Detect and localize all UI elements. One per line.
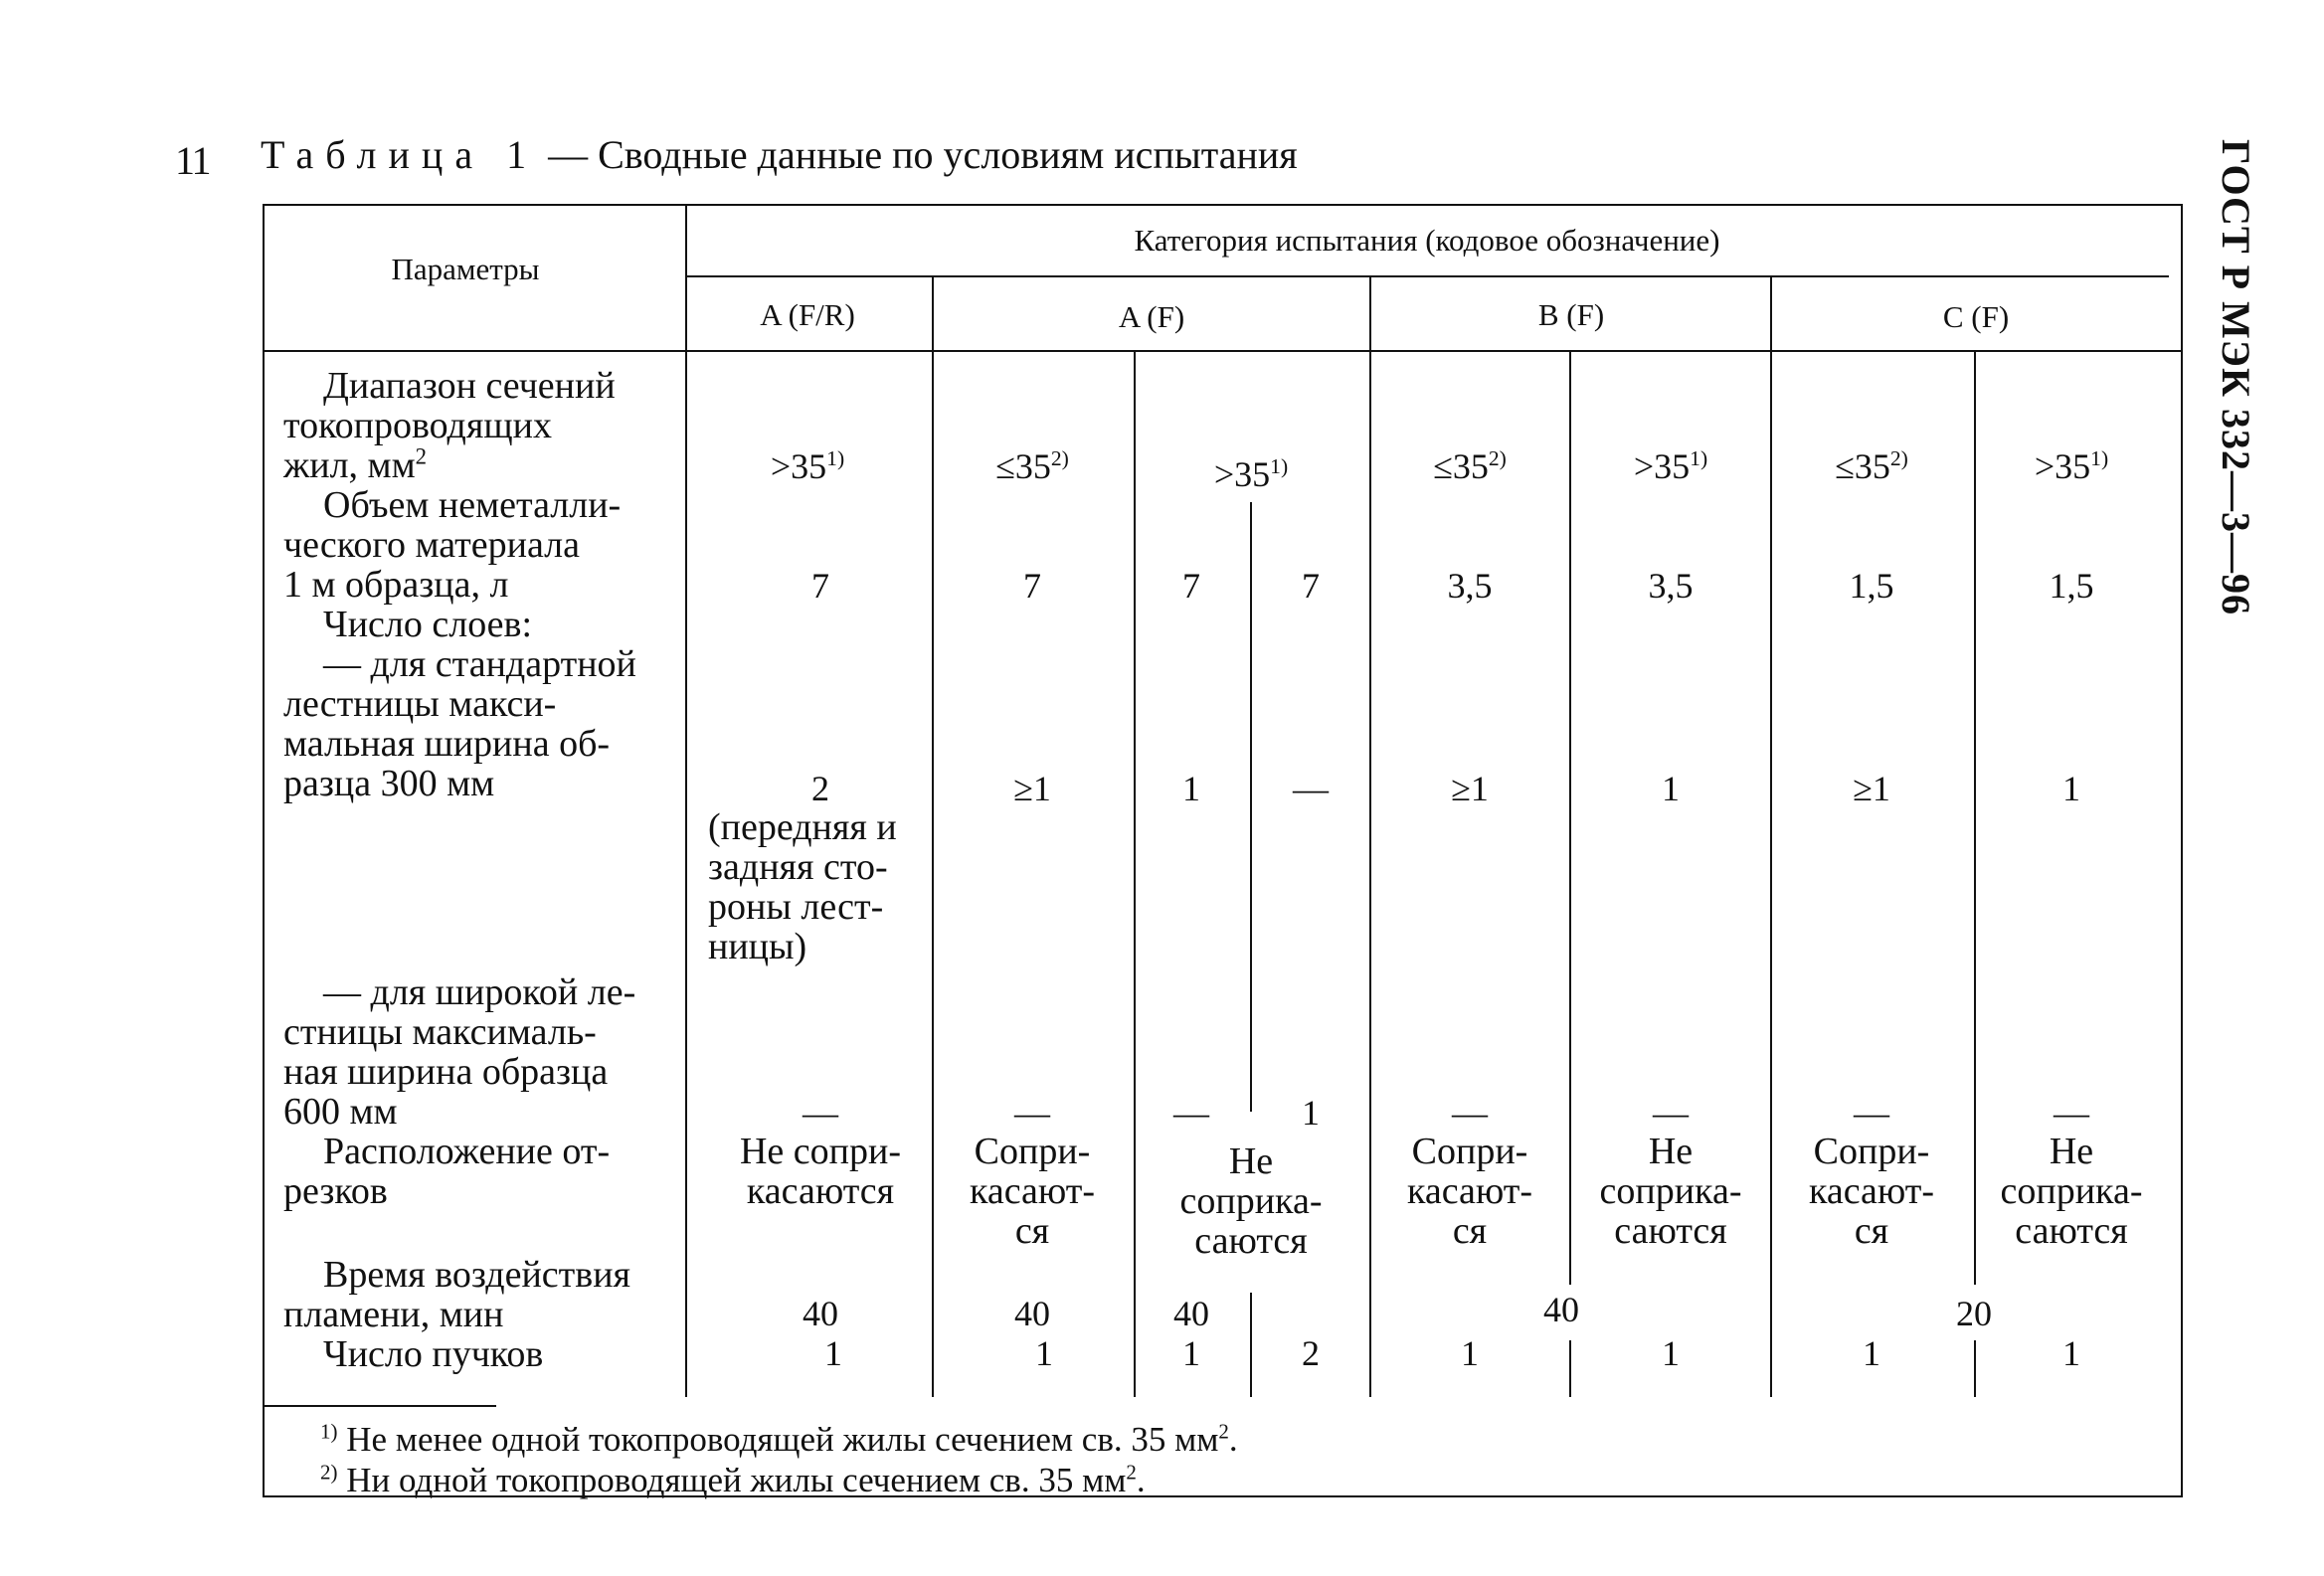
param-text: Время воздействия [323,1254,631,1296]
cell-text: Сопри- [974,1131,1091,1172]
cell-text: саются [1194,1220,1308,1262]
cell-bundles: 1 [2062,1333,2080,1373]
cell-layers-wide: — [1014,1093,1050,1133]
param-sup: 2 [415,443,428,469]
param-text: резков [283,1170,388,1212]
param-text: Расположение от- [323,1131,611,1172]
footnote-mark: 2) [320,1460,338,1485]
param-text: жил, мм [283,444,416,486]
param-text: — для широкой ле- [323,971,636,1013]
cell-arrangement [1180,1141,1323,1261]
cell-text: Не сопри- [739,1131,902,1172]
param-text: Объем неметалли- [323,484,622,526]
param-arrangement [283,1132,610,1211]
cell-text: Не [1228,1140,1274,1182]
subcol-b-f [1569,350,1571,1285]
param-bundles [283,1334,543,1374]
header-col-b-f: B (F) [1537,297,1605,332]
subcol-a-f [1134,350,1136,1397]
param-text: — для стандартной [323,643,636,685]
caption-lead: Таблица 1 [261,132,539,177]
cell-arrangement [1809,1132,1934,1251]
cell-time: 40 [803,1294,838,1333]
param-flame-time [283,1255,630,1334]
cell-time: 20 [1956,1294,1992,1333]
param-text: ная ширина образца [283,1051,609,1093]
param-section-range [283,366,616,485]
cell-text: Не [2049,1131,2094,1172]
cell-text: ся [1854,1210,1889,1252]
cell-text: ≤35 [1835,446,1890,486]
cell-text: задняя сто- [708,846,888,888]
col-divider-a-fr [932,275,934,1397]
param-text [283,445,616,485]
cell-layers-std: 2 [811,769,829,808]
subcol-a-f-inner [1250,502,1252,1112]
cell-bundles: 2 [1302,1333,1320,1373]
caption-title: Сводные данные по условиям испытания [598,132,1298,177]
footnote-sup: 2 [1126,1460,1137,1485]
param-text: пламени, мин [283,1294,504,1335]
col-divider-a-f [1369,275,1371,1397]
cell-layers-std: 1 [1182,769,1200,808]
subcol-b-f-low [1569,1340,1571,1397]
param-text: стницы максималь- [283,1011,597,1053]
cell-sup: 2) [1889,446,1908,470]
cell-text: ≤35 [995,446,1051,486]
cell-time: 40 [1543,1290,1579,1329]
cell-text: соприка- [1599,1170,1742,1212]
cell-text: роны лест- [708,886,884,928]
cell-sup: 1) [1270,454,1289,478]
cell-volume: 7 [1023,566,1041,606]
cell-text: >35 [2034,446,2091,486]
cell-bundles: 1 [1863,1333,1880,1373]
param-text: 1 м образца, л [283,564,509,606]
footnote-1 [320,1420,1238,1460]
cell-arrangement [740,1132,901,1211]
cell-text: касают- [969,1170,1096,1212]
param-volume [283,485,621,605]
cell-text: Сопри- [1411,1131,1528,1172]
cell-bundles: 1 [1662,1333,1680,1373]
cell-range [1634,445,1707,487]
header-col-c-f: C (F) [1942,299,2010,334]
cell-time: 40 [1173,1294,1209,1333]
cell-layers-std: ≥1 [1013,769,1051,808]
header-parameters: Параметры [391,252,540,286]
cell-volume: 3,5 [1648,566,1694,606]
cell-range [1214,453,1288,495]
rule-header-bottom [263,350,2183,352]
cell-time: 40 [1014,1294,1050,1333]
cell-volume: 7 [1182,566,1200,606]
footnote-end: . [1228,1420,1238,1459]
cell-bundles: 1 [1035,1333,1053,1373]
subcol-a-f-inner-low [1250,1293,1252,1397]
cell-volume: 7 [1302,566,1320,606]
param-text: Диапазон сечений [323,365,616,407]
cell-arrangement [2001,1132,2143,1251]
cell-range [2035,445,2108,487]
footnote-mark: 1) [320,1419,338,1444]
cell-text: ся [1452,1210,1488,1252]
cell-volume: 1,5 [1849,566,1894,606]
cell-layers-wide: — [2054,1093,2089,1133]
cell-range [1835,445,1908,487]
cell-layers-wide: — [1452,1093,1488,1133]
cell-sup: 1) [826,446,845,470]
cell-arrangement [1600,1132,1742,1251]
footnote-sup: 2 [1218,1419,1229,1444]
param-text: ческого материала [283,524,580,566]
param-text: лестницы макси- [283,683,557,725]
cell-volume: 1,5 [2049,566,2094,606]
header-col-a-f: A (F) [1118,299,1185,334]
cell-arrangement [1407,1132,1532,1251]
cell-sup: 1) [1690,446,1708,470]
cell-sup: 1) [2090,446,2109,470]
cell-text: ницы) [708,926,807,967]
cell-text: соприка- [2000,1170,2143,1212]
param-layers-standard [283,605,636,803]
cell-text: (передняя и [708,806,897,848]
footnote-text: Не менее одной токопроводящей жилы сечением св. 35 мм [346,1420,1219,1459]
cell-volume: 7 [811,566,829,606]
cell-layers-std: ≥1 [1853,769,1890,808]
subcol-c-f-low [1974,1340,1976,1397]
param-layers-wide [283,972,635,1132]
caption-dash: — [548,132,589,177]
cell-layers-std: 1 [2062,769,2080,808]
rule-category [686,275,2169,277]
cell-text: >35 [770,446,827,486]
cell-range [1433,445,1507,487]
param-text: Число пучков [323,1333,544,1375]
cell-text: ся [1014,1210,1050,1252]
cell-text: ≤35 [1433,446,1489,486]
cell-layers-std-note [708,807,897,966]
cell-text: соприка- [1179,1180,1323,1222]
cell-text: касают- [1406,1170,1533,1212]
footnote-end: . [1136,1461,1146,1499]
cell-layers-wide: — [1854,1093,1889,1133]
cell-text: >35 [1213,454,1271,494]
footnote-text: Ни одной токопроводящей жилы сечением св. 35 мм [346,1461,1127,1499]
cell-text: саются [2015,1210,2128,1252]
document-code: ГОСТ Р МЭК 332—3—96 [2214,139,2258,615]
footnote-separator [263,1405,496,1407]
cell-bundles: 1 [824,1333,842,1373]
cell-layers-wide: — [1653,1093,1689,1133]
footnote-2 [320,1461,1146,1500]
cell-layers-std: ≥1 [1451,769,1489,808]
subcol-c-f [1974,350,1976,1285]
cell-volume: 3,5 [1447,566,1493,606]
cell-layers-std: — [1293,769,1329,808]
cell-text: Сопри- [1813,1131,1930,1172]
cell-sup: 2) [1488,446,1507,470]
cell-range [771,445,844,487]
header-category: Категория испытания (кодовое обозначение) [1134,223,1720,258]
cell-text: >35 [1633,446,1691,486]
cell-text: касаются [746,1170,895,1212]
cell-bundles: 1 [1182,1333,1200,1373]
param-text: мальная ширина об- [283,723,611,765]
cell-bundles: 1 [1461,1333,1479,1373]
cell-text: саются [1614,1210,1727,1252]
cell-range [995,445,1069,487]
cell-layers-std: 1 [1662,769,1680,808]
cell-sup: 2) [1050,446,1069,470]
col-divider-b-f [1770,275,1772,1397]
cell-layers-wide: — [803,1093,838,1133]
col-divider-params [685,204,687,1397]
param-text: 600 мм [283,1091,398,1133]
cell-layers-wide: — [1173,1093,1209,1133]
cell-text: Не [1648,1131,1694,1172]
cell-text: касают- [1808,1170,1935,1212]
param-text: Число слоев: [323,604,533,645]
cell-arrangement [970,1132,1095,1251]
header-col-a-fr: A (F/R) [760,297,855,332]
cell-layers-wide: 1 [1302,1093,1320,1133]
param-text: токопроводящих [283,405,552,446]
param-text: разца 300 мм [283,763,495,804]
table-caption [261,131,1298,178]
page-number: 11 [175,138,210,183]
